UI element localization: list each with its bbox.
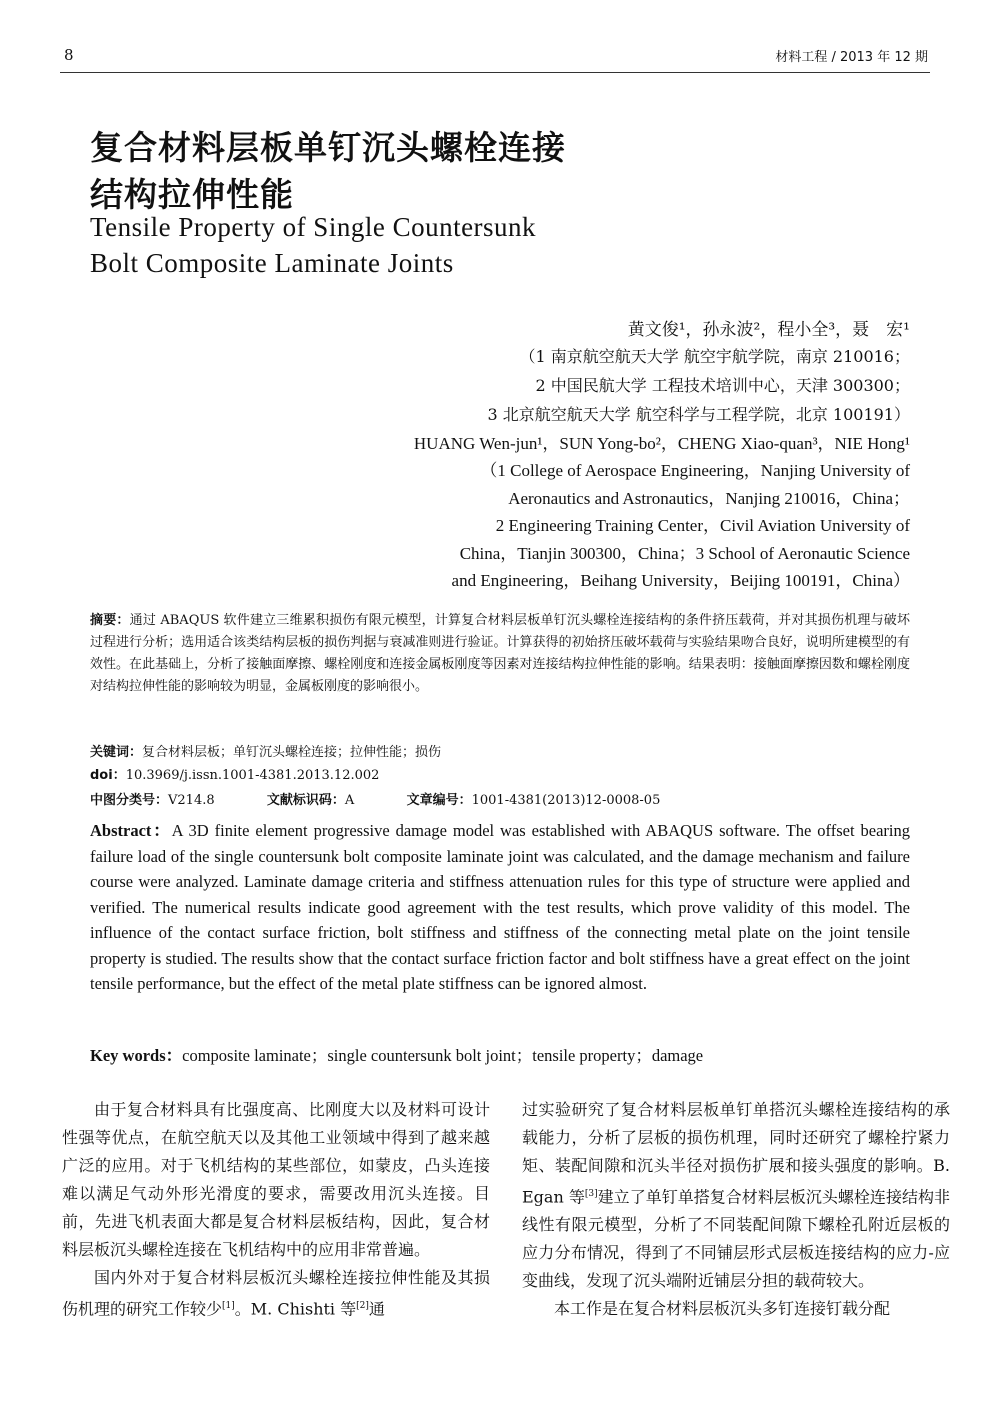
abstract-cn-text: 通过 ABAQUS 软件建立三维累积损伤有限元模型，计算复合材料层板单钉沉头螺栓连接结构的条件挤压载荷，并对其损伤机理与破坏过程进行分析；选用适合该类结构层板的损伤判据与衰减准则进行验证。计算获得的初始挤压破坏载荷与实验结果吻合良好，说明所建模型的有效性。在此基础上，分析了接触面摩擦、螺栓刚度和连接金属板刚度等因素对连接结构拉伸性能的影响。结果表明：接触面摩擦因数和螺栓刚度对结构拉伸性能的影响较为明显，金属板刚度的影响很小。	[90, 613, 910, 694]
article-no-label: 文章编号：	[406, 793, 472, 808]
doi-line	[90, 764, 379, 783]
citation-2: [2]	[356, 1301, 369, 1311]
affiliation-en-1: （1 College of Aerospace Engineering，Nanjing University of	[480, 461, 910, 480]
body-right-column	[522, 1096, 950, 1323]
affiliation-en-5: and Engineering，Beihang University，Beijing 100191，China）	[451, 571, 910, 590]
abstract-en-text: A 3D finite element progressive damage model was established with ABAQUS software. The offset bearing failure load of the single countersunk bolt composite laminate joint was calculated, and the damage mechanism and failure course were analyzed. Laminate damage criteria and stiffness attenuation rules for this type of structure were applied and verified. The numerical results indicate good agreement with the test results, which prove validity of this model. The influence of the contact surface friction, bolt stiffness and stiffness of the connecting metal plate on the joint tensile property is studied. The results show that the contact surface friction factor and bolt stiffness have a great effect on the joint tensile performance, but the effect of the metal plate stiffness can be ignored almost.	[90, 821, 910, 993]
keywords-en-label: Key words：	[90, 1046, 183, 1065]
title-en-line1: Tensile Property of Single Countersunk	[90, 212, 537, 242]
clc-label: 中图分类号：	[90, 793, 169, 808]
abstract-en-label: Abstract：	[90, 821, 172, 840]
abstract-en	[90, 818, 910, 997]
keywords-cn-label: 关键词：	[90, 745, 143, 760]
affiliation-cn-2: 2 中国民航大学 工程技术培训中心，天津 300300；	[535, 376, 910, 395]
doi-value: 10.3969/j.issn.1001-4381.2013.12.002	[125, 768, 380, 783]
affiliation-cn-3: 3 北京航空航天大学 航空科学与工程学院，北京 100191）	[487, 405, 910, 424]
body-paragraph-2: 国内外对于复合材料层板沉头螺栓连接拉伸性能及其损伤机理的研究工作较少[1]。M. Chishti 等[2]通	[62, 1268, 490, 1319]
keywords-cn	[90, 741, 441, 760]
affiliation-cn-1: （1 南京航空航天大学 航空宇航学院，南京 210016；	[519, 347, 910, 366]
body-paragraph-4: 本工作是在复合材料层板沉头多钉连接钉载分配	[554, 1299, 891, 1319]
journal-header: 材料工程 / 2013 年 12 期	[775, 50, 928, 65]
page-number: 8	[64, 46, 74, 64]
clc-value: V214.8	[168, 793, 215, 808]
doc-code-value: A	[344, 793, 355, 808]
abstract-cn	[90, 610, 910, 698]
keywords-cn-text: 复合材料层板；单钉沉头螺栓连接；拉伸性能；损伤	[142, 745, 442, 760]
body-paragraph-1: 由于复合材料具有比强度高、比刚度大以及材料可设计性强等优点，在航空航天以及其他工业领域中得到了越来越广泛的应用。对于飞机结构的某些部位，如蒙皮，凸头连接难以满足气动外形光滑度的要求，需要改用沉头连接。目前，先进飞机表面大都是复合材料层板结构，因此，复合材料层板沉头螺栓连接在飞机结构中的应用非常普遍。	[62, 1100, 490, 1259]
body-left-column	[62, 1096, 490, 1323]
citation-1: [1]	[222, 1301, 235, 1311]
affiliation-en-3: 2 Engineering Training Center，Civil Aviation University of	[495, 516, 910, 535]
keywords-en-text: composite laminate；single countersunk bolt joint；tensile property；damage	[182, 1046, 704, 1065]
affiliation-en-4: China，Tianjin 300300，China；3 School of Aeronautic Science	[459, 544, 910, 563]
doc-code-label: 文献标识码：	[266, 793, 345, 808]
classification-line	[90, 789, 660, 808]
authors-en: HUANG Wen-jun¹，SUN Yong-bo²，CHENG Xiao-quan³，NIE Hong¹	[413, 434, 910, 453]
title-en-line2: Bolt Composite Laminate Joints	[90, 248, 454, 278]
header-rule	[60, 72, 930, 73]
title-cn-line2: 结构拉伸性能	[90, 175, 294, 214]
title-cn-line1: 复合材料层板单钉沉头螺栓连接	[90, 128, 566, 167]
abstract-cn-label: 摘要：	[90, 613, 130, 628]
keywords-en	[90, 1043, 910, 1069]
affiliation-en-2: Aeronautics and Astronautics，Nanjing 210016，China；	[508, 489, 910, 508]
doi-label: doi：	[90, 768, 126, 783]
authors-cn: 黄文俊¹，孙永波²，程小全³，聂 宏¹	[627, 320, 910, 340]
citation-3: [3]	[584, 1189, 598, 1199]
body-paragraph-3: 过实验研究了复合材料层板单钉单搭沉头螺栓连接结构的承载能力，分析了层板的损伤机理，同时还研究了螺栓拧紧力矩、装配间隙和沉头半径对损伤扩展和接头强度的影响。B. Egan 等[3]建立了单钉单搭复合材料层板沉头螺栓连接结构非线性有限元模型，分析了不同装配间隙下螺栓孔附近层板的应力分布情况，得到了不同铺层形式层板连接结构的应力-应变曲线，发现了沉头端附近铺层分担的载荷较大。	[522, 1100, 950, 1291]
article-no-value: 1001-4381(2013)12-0008-05	[471, 793, 661, 808]
